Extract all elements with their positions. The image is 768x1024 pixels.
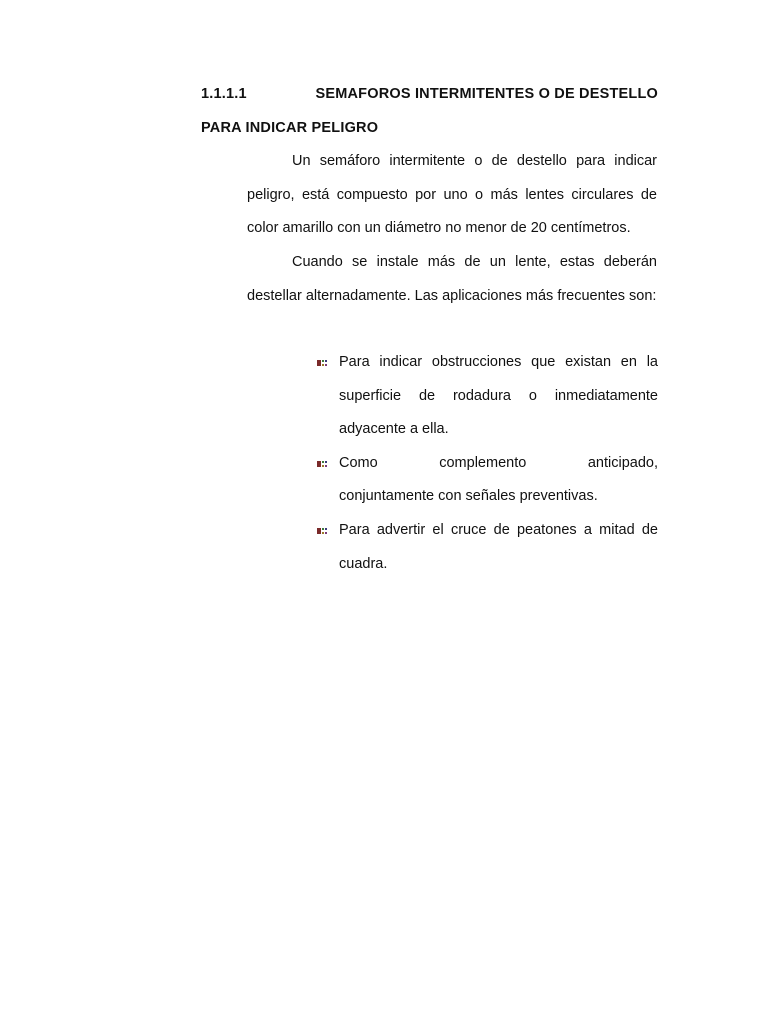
bullet-icon [316, 447, 339, 481]
bullet-text: Para advertir el cruce de peatones a mitad de cuadra. [339, 521, 658, 572]
section-heading [201, 86, 658, 103]
paragraph-2-text: Cuando se instale más de un lente, estas deberán destellar alternadamente. Las aplicaciones más frecuentes son: [247, 254, 657, 304]
bullet-icon [316, 346, 339, 380]
bullet-text-group [339, 447, 658, 514]
paragraph-1 [247, 145, 657, 246]
bullet-list [316, 346, 658, 581]
list-item [316, 447, 658, 514]
section-number: 1.1.1.1 [201, 86, 247, 102]
paragraph-2 [247, 246, 657, 313]
list-item [316, 514, 658, 581]
bullet-text: Para indicar obstrucciones que existan en la superficie de rodadura o inmediatamente adyacente a ella. [339, 354, 658, 438]
list-item [316, 346, 658, 447]
bullet-text: Como complemento anticipado, [339, 454, 658, 471]
paragraph-1-text: Un semáforo intermitente o de destello para indicar peligro, está compuesto por uno o más lentes circulares de color amarillo con un diámetro no menor de 20 centímetros. [247, 153, 657, 237]
section-title-line-2: PARA INDICAR PELIGRO [201, 120, 379, 136]
bullet-text: conjuntamente con señales preventivas. [339, 488, 598, 505]
bullet-icon [316, 514, 339, 548]
section-title-line-1: SEMAFOROS INTERMITENTES O DE DESTELLO [315, 86, 658, 102]
